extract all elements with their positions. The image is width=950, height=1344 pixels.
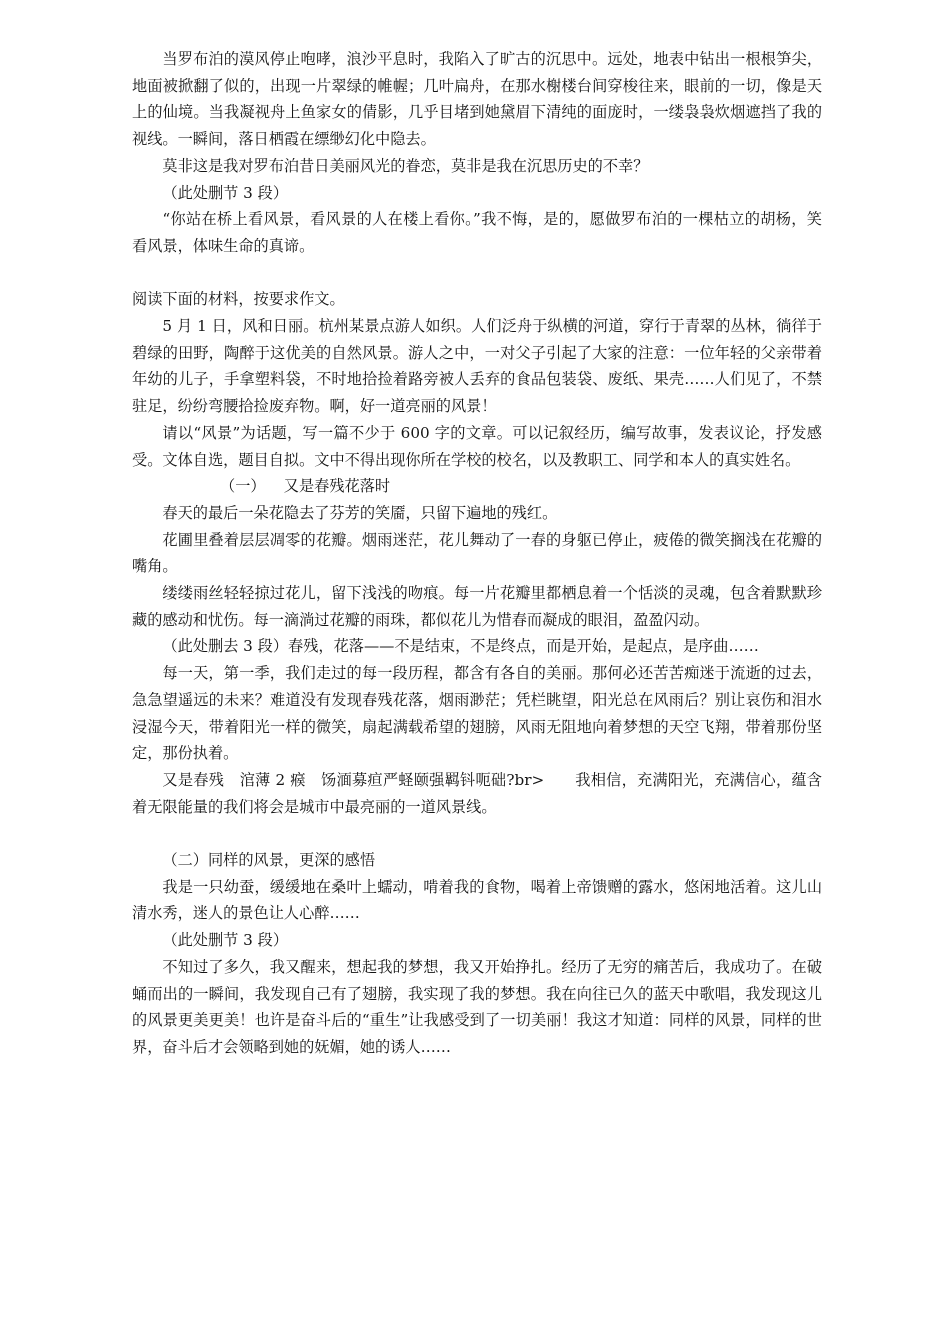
deletion-note: （此处删节 3 段） [162,931,289,950]
paragraph: 又是春残 涫薄 2 瘊 饧湎募疸严蛏颐强羁钭呃础?br> 我相信，充满阳光，充满信心，蕴含着无限能量的我们将会是城市中最亮丽的一道风景线。 [132,770,822,816]
paragraph: “你站在桥上看风景，看风景的人在楼上看你。”我不悔，是的，愿做罗布泊的一棵枯立的胡杨，笑看风景，体味生命的真谛。 [132,210,822,255]
essay-1-title: 又是春残花落时 [283,477,391,496]
essay-1-number: （一） [220,477,266,496]
paragraph: 春天的最后一朵花隐去了芬芳的笑靥，只留下遍地的残红。 [162,503,558,522]
prompt-material: 5 月 1 日，风和日丽。杭州某景点游人如织。人们泛舟于纵横的河道，穿行于青翠的丛林，徜徉于碧绿的田野，陶醉于这优美的自然风景。游人之中，一对父子引起了大家的注意：一位年轻的父亲带着年幼的儿子，手拿塑料袋，不时地拾捡着路旁被人丢弃的食品包装袋、废纸、果壳……人们见了，不禁驻足，纷纷弯腰拾捡废弃物。啊，好一道亮丽的风景！ [132,317,822,416]
paragraph: 每一天，第一季，我们走过的每一段历程，都含有各自的美丽。那何必还苦苦痴迷于流逝的过去，急急望遥远的未来？难道没有发现春残花落，烟雨渺茫；凭栏眺望，阳光总在风雨后？别让哀伤和泪水浸湿今天，带着阳光一样的微笑，扇起满载希望的翅膀，风雨无阻地向着梦想的天空飞翔，带着那份坚定，那份执着。 [132,664,822,763]
deletion-note: （此处删节 3 段） [162,183,289,202]
spacer [132,820,822,847]
essay-1-heading [132,473,822,500]
prompt-requirement: 请以“风景”为话题，写一篇不少于 600 字的文章。可以记叙经历，编写故事，发表议论，抒发感受。文体自选，题目自拟。文中不得出现你所在学校的校名，以及教职工、同学和本人的真实姓名。 [132,423,822,469]
paragraph: 我是一只幼蚕，缓缓地在桑叶上蠕动，啃着我的食物，喝着上帝馈赠的露水，悠闲地活着。这儿山清水秀，迷人的景色让人心醉…… [132,877,822,923]
document-page [132,46,822,1061]
prompt-intro: 阅读下面的材料，按要求作文。 [132,290,345,309]
spacer [132,260,822,287]
paragraph: 花圃里叠着层层凋零的花瓣。烟雨迷茫，花儿舞动了一春的身躯已停止，疲倦的微笑搁浅在花瓣的嘴角。 [132,530,822,576]
paragraph: 当罗布泊的漠风停止咆哮，浪沙平息时，我陷入了旷古的沉思中。远处，地表中钻出一根根笋尖，地面被掀翻了似的，出现一片翠绿的帷幄；几叶扁舟，在那水榭楼台间穿梭往来，眼前的一切，像是天上的仙境。当我凝视舟上鱼家女的倩影，几乎目堵到她黛眉下清纯的面庞时，一缕袅袅炊烟遮挡了我的视线。一瞬间，落日栖霞在缥缈幻化中隐去。 [132,50,822,149]
paragraph: 莫非这是我对罗布泊昔日美丽风光的眷恋，莫非是我在沉思历史的不幸？ [162,156,649,175]
essay-2-title: （二）同样的风景，更深的感悟 [162,851,376,870]
paragraph: 缕缕雨丝轻轻掠过花儿，留下浅浅的吻痕。每一片花瓣里都栖息着一个恬淡的灵魂，包含着默默珍藏的感动和忧伤。每一滴淌过花瓣的雨珠，都似花儿为惜春而凝成的眼泪，盈盈闪动。 [132,584,822,629]
paragraph: 不知过了多久，我又醒来，想起我的梦想，我又开始挣扎。经历了无穷的痛苦后，我成功了。在破蛹而出的一瞬间，我发现自己有了翅膀，我实现了我的梦想。我在向往已久的蓝天中歌唱，我发现这儿的风景更美更美！也许是奋斗后的“重生”让我感受到了一切美丽！我这才知道：同样的风景，同样的世界，奋斗后才会领略到她的妩媚，她的诱人…… [132,957,822,1056]
paragraph: （此处删去 3 段）春残，花落——不是结束，不是终点，而是开始，是起点，是序曲…… [162,637,759,656]
